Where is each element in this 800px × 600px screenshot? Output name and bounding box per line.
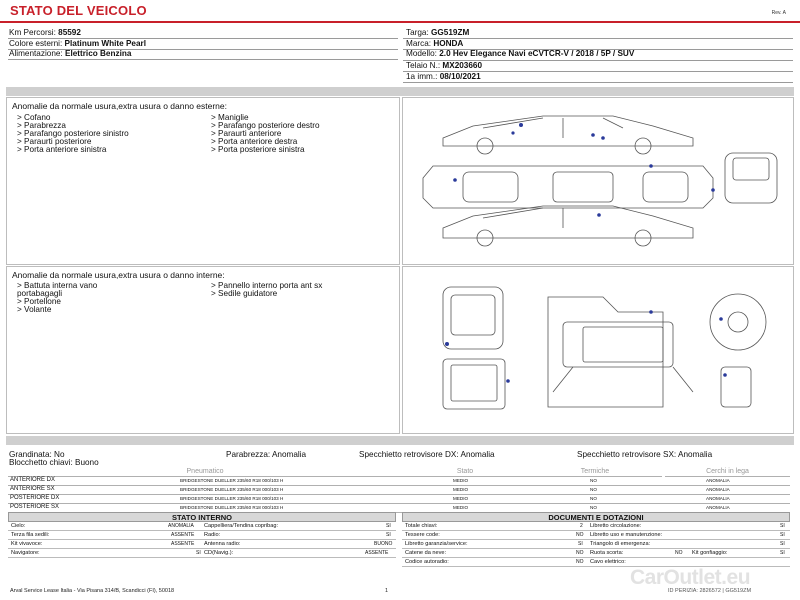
field-label: Cielo: [11,523,26,529]
field-label: CD(Navig.): [204,550,234,556]
tyre-model: BRIDGESTONE DUELLER 235/60 R18 000/103 H [180,505,284,510]
table-row [8,486,790,494]
title-rule [0,21,800,23]
revision-label: Rev. A [771,10,786,16]
tyre-rim: ANOMALIA [706,496,730,501]
model-row: Modello: 2.0 Hev Elegance Navi eCVTCR-V / 2018 / 5P / SUV [406,49,635,58]
damage-item: > Pannello interno porta ant sx [211,281,323,290]
key-block-status: Blocchetto chiavi: Buono [9,458,99,467]
mirror-right-status: Specchietto retrovisore DX: Anomalia [359,450,495,459]
tyre-thermal: NO [590,505,597,510]
field-value: ASSENTE [171,541,195,547]
table-row [8,549,396,558]
tyre-state: MEDIO [453,505,469,510]
interior-state-header: STATO INTERNO [8,512,396,522]
damage-item: > Cofano [17,113,51,122]
field-label: Ruota scorta: [590,550,624,556]
internal-damage-panel [6,266,400,434]
tyre-position: ANTERIORE SX [10,486,55,492]
tyre-position: POSTERIORE SX [10,504,60,510]
field-label: Kit vivavoce: [11,541,43,547]
table-row [8,495,790,503]
tyre-model: BRIDGESTONE DUELLER 235/60 R18 000/103 H [180,478,284,483]
fuel-row: Alimentazione: Elettrico Benzina [9,49,132,58]
internal-car-diagram [403,267,795,435]
external-list-2 [211,114,320,154]
field-value: SI [780,550,785,556]
footer-page-number: 1 [385,588,389,594]
tyre-rim: ANOMALIA [706,487,730,492]
field-label: Libretto circolazione: [590,523,642,529]
section-separator [6,436,794,445]
tyre-position: ANTERIORE DX [10,477,56,483]
field-label: Triangolo di emergenza: [590,541,651,547]
thermal-header: Termiche [580,468,610,475]
tyre-state: MEDIO [453,496,469,501]
damage-item: portabagagli [17,289,63,298]
external-list-1 [17,114,129,154]
rim-header: Cerchi in lega [706,468,749,475]
damage-item: > Parafango posteriore destro [211,121,320,130]
field-value: ASSENTE [365,550,389,556]
table-row [402,549,790,558]
footer-reference: ID PERIZIA: 2826572 | GG519ZM [668,588,752,594]
table-row [8,522,396,531]
table-row [8,477,790,485]
field-label: Terza fila sedili: [11,532,50,538]
damage-item: > Parabrezza [17,121,66,130]
external-diagram-panel [402,97,794,265]
field-value: SI [196,550,201,556]
internal-title: Anomalie da normale usura,extra usura o danno interne: [12,270,225,280]
tyre-model: BRIDGESTONE DUELLER 235/60 R18 000/103 H [180,496,284,501]
field-label: Libretto garanzia/service: [405,541,468,547]
field-label: Kit gonfiaggio: [692,550,728,556]
tyre-thermal: NO [590,496,597,501]
tyre-state: MEDIO [453,478,469,483]
table-row [8,504,790,512]
tyre-thermal: NO [590,487,597,492]
field-value: NO [675,550,683,556]
page-title: STATO DEL VEICOLO [10,3,147,18]
interior-state-table [8,522,396,558]
km-row: Km Percorsi: 85592 [9,28,81,37]
field-value: SI [386,523,391,529]
field-value: NO [576,559,584,565]
damage-item: > Porta anteriore destra [211,137,298,146]
damage-item: > Paraurti anteriore [211,129,282,138]
damage-item: > Volante [17,305,52,314]
plate-row: Targa: GG519ZM [406,28,470,37]
damage-item: > Parafango posteriore sinistro [17,129,129,138]
damage-item: > Paraurti posteriore [17,137,92,146]
table-row [402,540,790,549]
chassis-row: Telaio N.: MX203660 [406,61,483,70]
field-label: Cappelliera/Tendina copribag: [204,523,279,529]
field-label: Totale chiavi: [405,523,438,529]
tyres-table [8,477,790,513]
external-damage-panel [6,97,400,265]
internal-list-1 [17,282,97,314]
windshield-status: Parabrezza: Anomalia [226,450,307,459]
damage-item: > Portellone [17,297,61,306]
internal-list-2 [211,282,322,298]
field-value: SI [780,523,785,529]
external-title: Anomalie da normale usura,extra usura o danno esterne: [12,101,227,111]
table-row [402,522,790,531]
damage-item: > Porta posteriore sinistra [211,145,305,154]
field-value: SI [386,532,391,538]
tyre-state: MEDIO [453,487,469,492]
row-divider [8,59,398,60]
field-label: Antenna radio: [204,541,241,547]
hail-status: Grandinata: No [9,450,65,459]
documents-table [402,522,790,567]
internal-diagram-panel [402,266,794,434]
field-label: Catene da neve: [405,550,447,556]
field-value: SI [578,541,583,547]
color-row: Colore esterni: Platinum White Pearl [9,39,146,48]
brand-row: Marca: HONDA [406,39,464,48]
field-label: Navigatore: [11,550,40,556]
tyre-thermal: NO [590,478,597,483]
registration-row: 1a imm.: 08/10/2021 [406,72,481,81]
field-label: Tessere code: [405,532,440,538]
tyre-header: Pneumatico [186,468,224,475]
field-value: ASSENTE [171,532,195,538]
field-label: Codice autoradio: [405,559,449,565]
state-header: Stato [456,468,474,475]
tyre-model: BRIDGESTONE DUELLER 235/60 R18 000/103 H [180,487,284,492]
field-label: Radio: [204,532,221,538]
mirror-left-status: Specchietto retrovisore SX: Anomalia [577,450,713,459]
damage-item: > Porta anteriore sinistra [17,145,107,154]
tyre-rim: ANOMALIA [706,505,730,510]
field-value: ANOMALIA [168,523,194,529]
field-value: 2 [580,523,583,529]
row-divider [403,82,793,83]
damage-item: > Maniglie [211,113,249,122]
documents-header: DOCUMENTI E DOTAZIONI [402,512,790,522]
tyre-rim: ANOMALIA [706,478,730,483]
watermark-logo: CarOutlet.eu [630,566,751,589]
tyre-position: POSTERIORE DX [10,495,60,501]
table-row [8,540,396,549]
section-separator [6,87,794,96]
damage-item: > Battuta interna vano [17,281,98,290]
field-label: Libretto uso e manutenzione: [590,532,663,538]
table-row [8,531,396,540]
external-car-diagram [403,98,795,266]
field-value: NO [576,550,584,556]
table-row [402,531,790,540]
field-label: Cavo elettrico: [590,559,626,565]
damage-item: > Sedile guidatore [211,289,278,298]
field-value: SI [780,541,785,547]
field-value: NO [576,532,584,538]
footer-company: Arval Service Lease Italia - Via Pisana 314/B, Scandicci (FI), 50018 [10,588,175,594]
field-value: BUONO [374,541,393,547]
field-value: SI [780,532,785,538]
